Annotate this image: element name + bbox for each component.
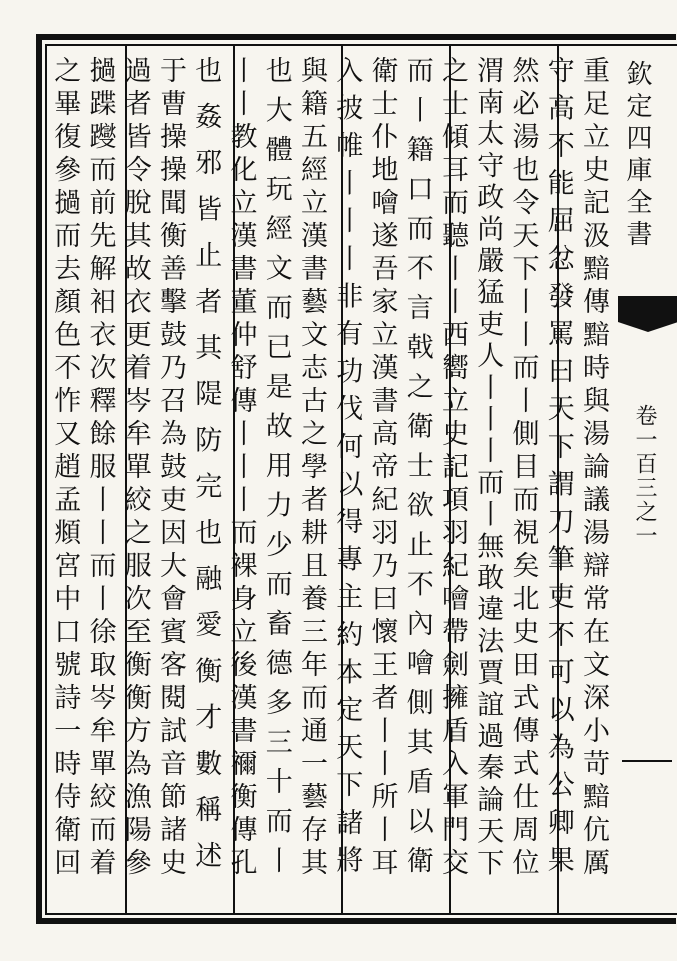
text-column bbox=[153, 56, 188, 912]
text-column bbox=[435, 56, 470, 912]
volume-label: 卷一百三之一 bbox=[632, 404, 657, 548]
fish-tail-ornament bbox=[618, 296, 677, 322]
column-text: 而丨籍口而不言戟之衛士欲止不內噲側其盾以衛 bbox=[401, 56, 433, 886]
text-column bbox=[188, 56, 223, 912]
column-text: 重足立史記汲黯傳黯時與湯論議湯辯常在文深小苛黯伉厲 bbox=[578, 56, 609, 881]
book-title: 欽定四庫全書 bbox=[622, 60, 652, 252]
text-column bbox=[118, 56, 153, 912]
margin-rule-mark bbox=[622, 760, 672, 762]
column-text: 守高不能屈忿發罵曰天下謂刀筆吏不可以為公卿果 bbox=[542, 56, 574, 884]
text-column bbox=[294, 56, 329, 912]
text-column bbox=[541, 56, 576, 912]
column-text: 入披帷丨丨丨非有功伐何以得專主約本定天下諸將 bbox=[331, 56, 363, 884]
text-column bbox=[329, 56, 364, 912]
column-text: 衛士仆地噲遂吾家立漢書高帝紀羽乃曰懷王者丨丨所丨耳 bbox=[366, 56, 398, 881]
text-column bbox=[223, 56, 258, 912]
column-text: 于曹操操聞衡善擊鼓乃召為鼓吏因大會賓客閱試音節諸史 bbox=[155, 56, 186, 881]
text-column bbox=[505, 56, 540, 912]
column-text: 之畢復參撾而去顏色不怍又趙孟頫宮中口號詩一時侍衛回 bbox=[49, 56, 81, 881]
fish-tail-notch bbox=[618, 322, 677, 332]
text-column bbox=[576, 56, 611, 912]
column-text: 也姦邪皆止者其隄防完也融愛衡才數稱述 bbox=[190, 56, 222, 888]
text-column bbox=[364, 56, 399, 912]
column-text: 也大體玩經文而已是故用力少而畜德多三十而丨 bbox=[260, 56, 292, 886]
column-text: 之士傾耳而聽丨丨西嚮立史記項羽紀噲帶劍擁盾入軍門交 bbox=[437, 56, 468, 881]
column-text: 過者皆令脫其故衣更着岑牟單絞之服次至衡衡方為漁陽參 bbox=[119, 56, 151, 881]
text-column bbox=[259, 56, 294, 912]
text-column bbox=[400, 56, 435, 912]
column-text: 與籍五經立漢書藝文志古之學者耕且養三年而通一藝存其 bbox=[296, 56, 327, 881]
column-text: 渭南太守政尚嚴猛吏人丨丨丨而丨無敢違法賈誼過秦論天下 bbox=[472, 56, 504, 881]
text-column bbox=[82, 56, 117, 912]
column-text: 然必湯也令天下丨丨而丨側目而視矣北史田式傳式仕周位 bbox=[507, 56, 539, 881]
column-text: 丨丨教化立漢書董仲舒傳丨丨丨而裸身立後漢書禰衡傳孔 bbox=[225, 56, 257, 881]
column-text: 撾蹀躞而前先解衵衣次釋餘服丨丨而丨徐取岑牟單絞而着 bbox=[84, 56, 116, 881]
text-column bbox=[47, 56, 82, 912]
text-column bbox=[470, 56, 505, 912]
